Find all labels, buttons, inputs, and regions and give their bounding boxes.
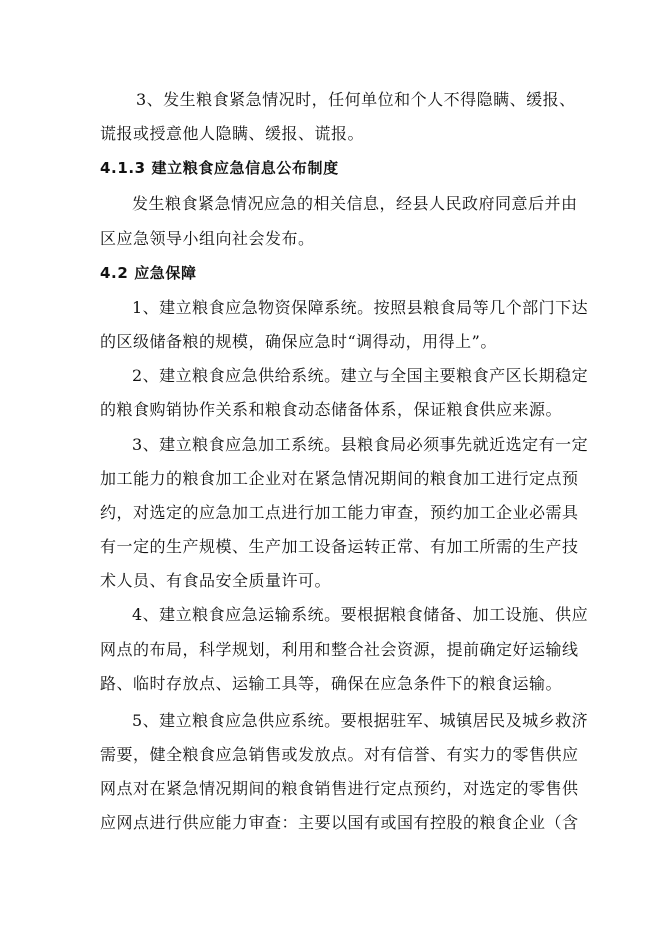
paragraph-line: 4、建立粮食应急运输系统。要根据粮食储备、加工设施、供应: [132, 605, 589, 624]
paragraph-line: 谎报或授意他人隐瞒、缓报、谎报。: [100, 124, 365, 143]
paragraph-line: 需要，健全粮食应急销售或发放点。对有信誉、有实力的零售供应: [100, 745, 579, 764]
paragraph-line: 3、发生粮食紧急情况时，任何单位和个人不得隐瞒、缓报、: [136, 90, 576, 109]
paragraph-line: 的粮食购销协作关系和粮食动态储备体系，保证粮食供应来源。: [100, 400, 563, 419]
paragraph-line: 网点的布局，科学规划，利用和整合社会资源，提前确定好运输线: [100, 640, 579, 659]
paragraph-line: 发生粮食紧急情况应急的相关信息，经县人民政府同意后并由: [132, 194, 578, 213]
paragraph-line: 3、建立粮食应急加工系统。县粮食局必须事先就近选定有一定: [132, 435, 589, 454]
paragraph-line: 应网点进行供应能力审查：主要以国有或国有控股的粮食企业（含: [100, 813, 579, 832]
paragraph-line: 约，对选定的应急加工点进行加工能力审查，预约加工企业必需具: [100, 503, 579, 522]
paragraph-line: 路、临时存放点、运输工具等，确保在应急条件下的粮食运输。: [100, 674, 563, 693]
paragraph-line: 1、建立粮食应急物资保障系统。按照县粮食局等几个部门下达: [132, 298, 589, 317]
paragraph-line: 区应急领导小组向社会发布。: [100, 229, 315, 248]
section-heading-4-2: 4.2 应急保障: [100, 264, 197, 282]
paragraph-line: 的区级储备粮的规模，确保应急时“调得动，用得上”。: [100, 332, 497, 351]
paragraph-line: 2、建立粮食应急供给系统。建立与全国主要粮食产区长期稳定: [132, 366, 589, 385]
paragraph-line: 有一定的生产规模、生产加工设备运转正常、有加工所需的生产技: [100, 537, 579, 556]
paragraph-line: 术人员、有食品安全质量许可。: [100, 571, 332, 590]
paragraph-line: 网点对在紧急情况期间的粮食销售进行定点预约，对选定的零售供: [100, 779, 579, 798]
section-heading-4-1-3: 4.1.3 建立粮食应急信息公布制度: [100, 159, 339, 177]
paragraph-line: 5、建立粮食应急供应系统。要根据驻军、城镇居民及城乡救济: [132, 711, 589, 730]
paragraph-line: 加工能力的粮食加工企业对在紧急情况期间的粮食加工进行定点预: [100, 469, 579, 488]
